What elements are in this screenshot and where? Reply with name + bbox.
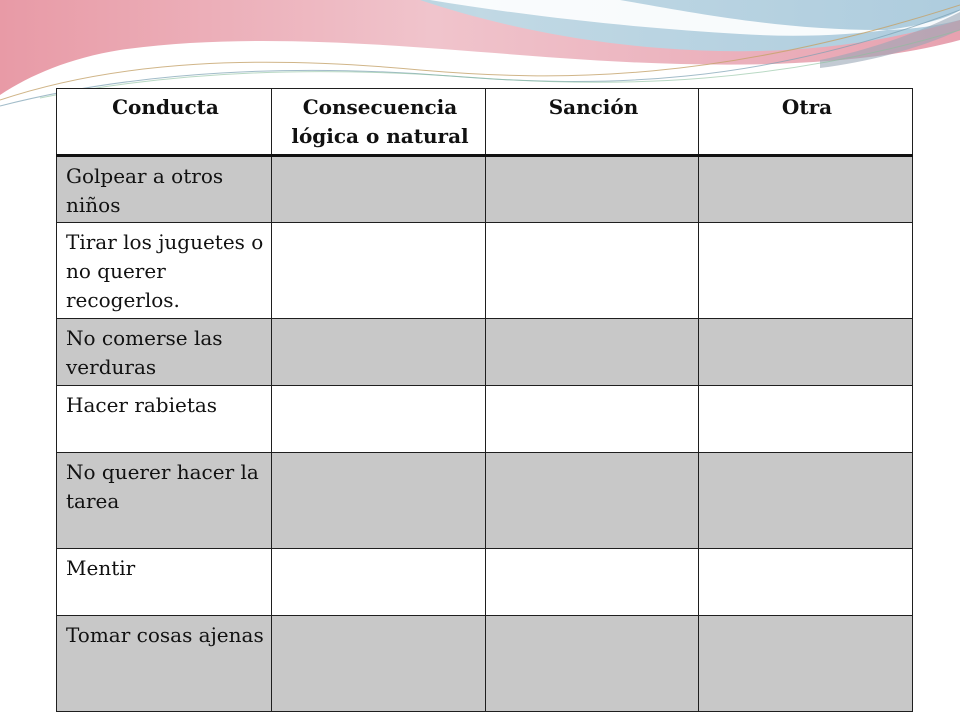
- cell-sancion: [486, 156, 699, 223]
- cell-otra: [699, 549, 913, 616]
- cell-conducta: Golpear a otros niños: [57, 156, 272, 223]
- table-row: [57, 319, 913, 386]
- cell-sancion: [486, 223, 699, 319]
- cell-consecuencia: [272, 616, 486, 712]
- cell-sancion: [486, 616, 699, 712]
- cell-otra: [699, 319, 913, 386]
- cell-consecuencia: [272, 319, 486, 386]
- cell-sancion: [486, 386, 699, 453]
- cell-conducta: No querer hacer la tarea: [57, 453, 272, 549]
- table-row: [57, 453, 913, 549]
- cell-sancion: [486, 319, 699, 386]
- cell-consecuencia: [272, 549, 486, 616]
- header-consecuencia: Consecuencia lógica o natural: [272, 89, 486, 156]
- cell-otra: [699, 156, 913, 223]
- header-otra: Otra: [699, 89, 913, 156]
- table-header-row: [57, 89, 913, 156]
- table-row: [57, 386, 913, 453]
- header-conducta: Conducta: [57, 89, 272, 156]
- table-row: [57, 156, 913, 223]
- cell-consecuencia: [272, 223, 486, 319]
- cell-conducta: Mentir: [57, 549, 272, 616]
- table-row: [57, 223, 913, 319]
- cell-otra: [699, 223, 913, 319]
- cell-consecuencia: [272, 156, 486, 223]
- cell-conducta: Hacer rabietas: [57, 386, 272, 453]
- header-sancion: Sanción: [486, 89, 699, 156]
- cell-consecuencia: [272, 453, 486, 549]
- cell-conducta: Tomar cosas ajenas: [57, 616, 272, 712]
- cell-sancion: [486, 453, 699, 549]
- cell-otra: [699, 453, 913, 549]
- cell-conducta: No comerse las verduras: [57, 319, 272, 386]
- cell-consecuencia: [272, 386, 486, 453]
- cell-sancion: [486, 549, 699, 616]
- behavior-consequence-table: [56, 88, 913, 712]
- table-row: [57, 549, 913, 616]
- cell-conducta: Tirar los juguetes o no querer recogerlos.: [57, 223, 272, 319]
- table-row: [57, 616, 913, 712]
- cell-otra: [699, 386, 913, 453]
- cell-otra: [699, 616, 913, 712]
